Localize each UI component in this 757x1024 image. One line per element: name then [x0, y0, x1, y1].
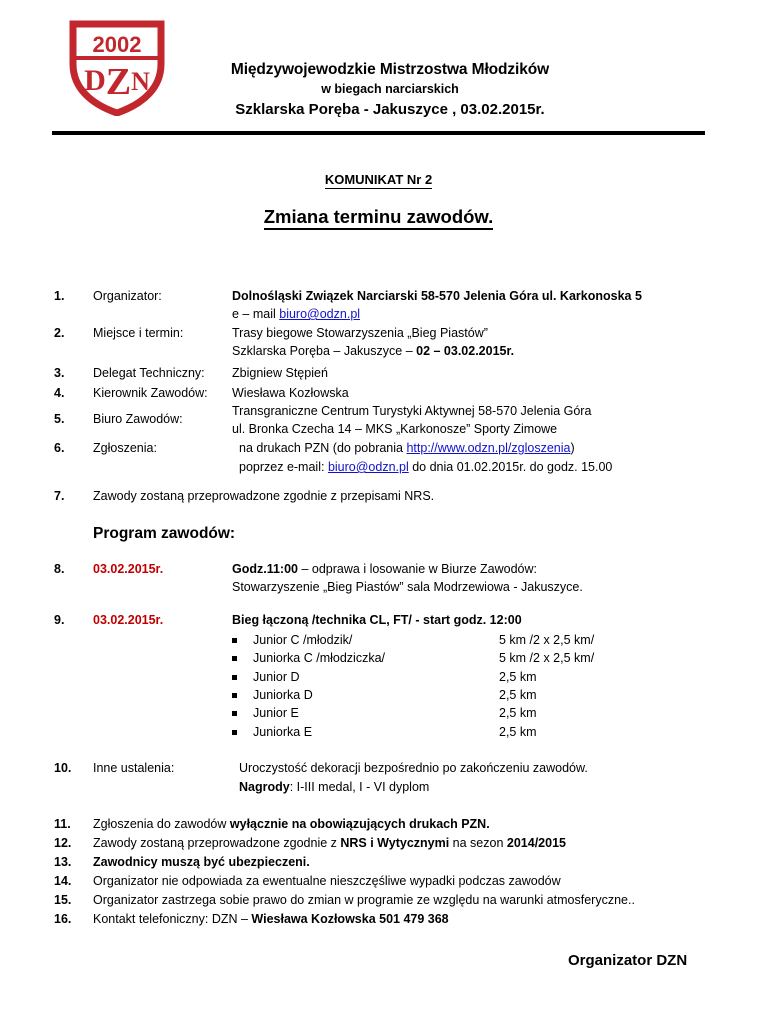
item-text — [93, 817, 490, 831]
item-number: 3. — [54, 366, 65, 380]
organizer-address: Dolnośląski Związek Narciarski 58-570 Jelenia Góra ul. Karkonoska 5 — [232, 289, 642, 303]
race-format-text: Bieg łączoną /technika CL, FT/ - start godz. 12:00 — [232, 613, 522, 627]
header-title-block — [190, 60, 590, 121]
item-number: 5. — [54, 412, 65, 426]
category-name: Junior C /młodzik/ — [253, 633, 353, 647]
komunikat-heading-text: KOMUNIKAT Nr 2 — [324, 172, 433, 187]
forms-suffix-text: ) — [570, 441, 575, 455]
item-label: Inne ustalenia: — [93, 761, 175, 775]
venue-date-text: 02 – 03.02.2015r. — [416, 344, 515, 358]
category-name: Juniorka C /młodziczka/ — [253, 651, 385, 665]
item-value-line: ul. Bronka Czecha 14 – MKS „Karkonosze” Sporty Zimowe — [232, 422, 558, 436]
category-name: Junior D — [253, 670, 300, 684]
item-label: Biuro Zawodów: — [93, 412, 183, 426]
item-value-line: Stowarzyszenie „Bieg Piastów” sala Modrzewiowa - Jakuszyce. — [232, 580, 583, 594]
item-text-emphasis: Zawodnicy muszą być ubezpieczeni. — [93, 855, 310, 869]
item-text-emphasis: wyłącznie na obowiązujących drukach PZN. — [229, 817, 490, 831]
item-number: 8. — [54, 562, 65, 576]
item-value: Trasy biegowe Stowarzyszenia „Bieg Piastów” — [232, 326, 488, 340]
forms-prefix-text: na drukach PZN (do pobrania — [239, 441, 407, 455]
dzn-shield-logo — [63, 16, 171, 116]
item-number: 1. — [54, 289, 65, 303]
item-number: 4. — [54, 386, 65, 400]
document-header — [0, 0, 757, 122]
item-value — [232, 562, 537, 576]
logo-acronym-text: DZN — [84, 61, 150, 103]
item-text-prefix: Kontakt telefoniczny: DZN – — [93, 912, 252, 926]
item-value: Wiesława Kozłowska — [232, 386, 349, 400]
header-divider — [52, 131, 705, 135]
registration-forms-link[interactable]: http://www.odzn.pl/zgloszenia — [406, 441, 571, 455]
organizer-email-link[interactable]: biuro@odzn.pl — [279, 307, 361, 321]
square-bullet-icon — [232, 638, 237, 643]
item-number: 15. — [54, 893, 72, 907]
item-text — [93, 855, 310, 869]
item-text — [93, 836, 566, 850]
page-subtitle: w biegach narciarskich — [321, 82, 459, 96]
item-value-line — [239, 780, 429, 794]
item-number: 13. — [54, 855, 72, 869]
awards-detail-text: : I-III medal, I - VI dyplom — [289, 780, 430, 794]
item-number: 14. — [54, 874, 72, 888]
item-number: 6. — [54, 441, 65, 455]
category-distance: 2,5 km — [499, 688, 537, 702]
venue-prefix-text: Szklarska Poręba – Jakuszyce – — [232, 344, 417, 358]
category-name: Juniorka D — [253, 688, 313, 702]
category-distance: 2,5 km — [499, 706, 537, 720]
item-label: Delegat Techniczny: — [93, 366, 205, 380]
item-value-line — [239, 460, 612, 474]
item-label: Miejsce i termin: — [93, 326, 184, 340]
awards-label: Nagrody — [239, 780, 290, 794]
email-prefix-text: e – mail — [232, 307, 280, 321]
item-text: Organizator zastrzega sobie prawo do zmian w programie ze względu na warunki atmosferyczne.. — [93, 893, 635, 907]
briefing-desc-text: – odprawa i losowanie w Biurze Zawodów: — [298, 562, 538, 576]
item-text-emphasis-season: 2014/2015 — [506, 836, 566, 850]
registration-email-link[interactable]: biuro@odzn.pl — [327, 460, 409, 474]
item-text-prefix: Zgłoszenia do zawodów — [93, 817, 230, 831]
submit-prefix-text: poprzez e-mail: — [239, 460, 328, 474]
item-value — [239, 441, 575, 455]
item-text-middle: na sezon — [449, 836, 507, 850]
contact-person-text: Wiesława Kozłowska 501 479 368 — [251, 912, 449, 926]
category-distance: 5 km /2 x 2,5 km/ — [499, 651, 595, 665]
category-distance: 2,5 km — [499, 725, 537, 739]
item-number: 10. — [54, 761, 72, 775]
item-value-line — [232, 344, 514, 358]
item-text-emphasis-rules: NRS i Wytycznymi — [340, 836, 450, 850]
square-bullet-icon — [232, 656, 237, 661]
item-value-line — [232, 307, 360, 321]
item-number: 9. — [54, 613, 65, 627]
item-number: 7. — [54, 489, 65, 503]
item-value: Zbigniew Stępień — [232, 366, 328, 380]
item-value — [232, 613, 522, 627]
submit-suffix-text: do dnia 01.02.2015r. do godz. 15.00 — [408, 460, 613, 474]
item-label: Zgłoszenia: — [93, 441, 157, 455]
page-title: Międzywojewodzkie Mistrzostwa Młodzików — [230, 61, 550, 78]
item-value: Uroczystość dekoracji bezpośrednio po zakończeniu zawodów. — [239, 761, 588, 775]
item-label: Organizator: — [93, 289, 162, 303]
item-label: Kierownik Zawodów: — [93, 386, 208, 400]
komunikat-heading — [0, 172, 757, 187]
square-bullet-icon — [232, 711, 237, 716]
category-distance: 5 km /2 x 2,5 km/ — [499, 633, 595, 647]
item-value: Transgraniczne Centrum Turystyki Aktywnej 58-570 Jelenia Góra — [232, 404, 592, 418]
item-text-prefix: Zawody zostaną przeprowadzone zgodnie z — [93, 836, 341, 850]
subject-heading-text: Zmiana terminu zawodów. — [264, 206, 494, 230]
item-text: Zawody zostaną przeprowadzone zgodnie z przepisami NRS. — [93, 489, 435, 503]
subject-heading — [0, 206, 757, 228]
item-text — [93, 912, 449, 926]
category-distance: 2,5 km — [499, 670, 537, 684]
logo-year-text: 2002 — [92, 32, 142, 57]
square-bullet-icon — [232, 675, 237, 680]
program-heading: Program zawodów: — [93, 525, 236, 542]
briefing-time-text: Godz.11:00 — [232, 562, 298, 576]
item-number: 2. — [54, 326, 65, 340]
square-bullet-icon — [232, 730, 237, 735]
item-number: 12. — [54, 836, 72, 850]
signature-text: Organizator DZN — [568, 952, 688, 969]
item-date: 03.02.2015r. — [93, 562, 164, 576]
item-date: 03.02.2015r. — [93, 613, 164, 627]
item-number: 11. — [54, 817, 71, 831]
category-name: Junior E — [253, 706, 299, 720]
item-number: 16. — [54, 912, 72, 926]
square-bullet-icon — [232, 693, 237, 698]
category-name: Juniorka E — [253, 725, 313, 739]
page-place-date: Szklarska Poręba - Jakuszyce , 03.02.2015r. — [235, 101, 545, 118]
item-text: Organizator nie odpowiada za ewentualne nieszczęśliwe wypadki podczas zawodów — [93, 874, 561, 888]
item-value — [232, 289, 642, 303]
